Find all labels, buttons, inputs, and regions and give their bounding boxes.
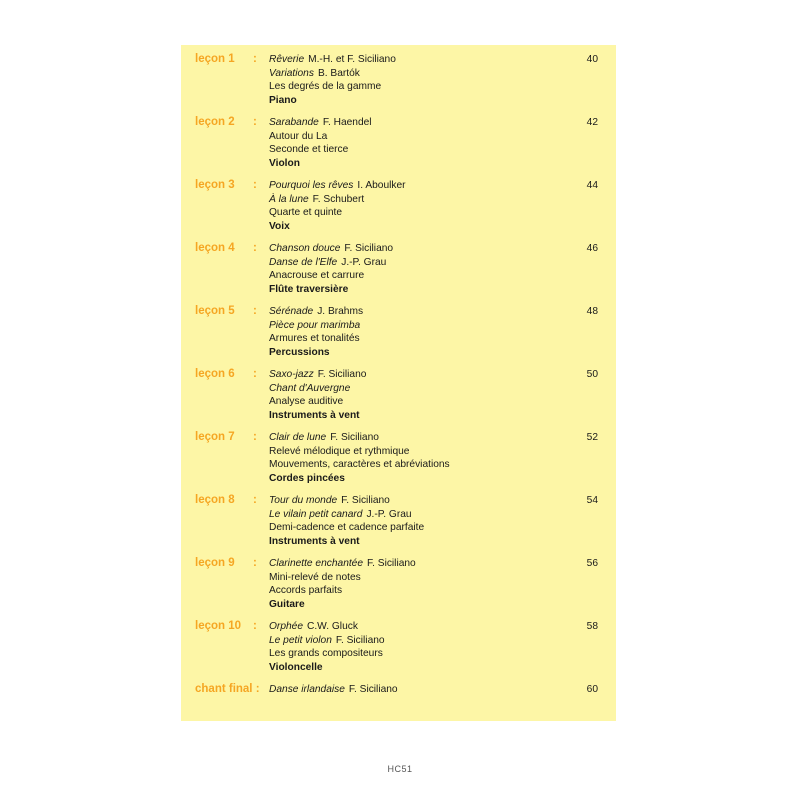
work-line bbox=[269, 494, 424, 508]
lesson-colon: : bbox=[253, 116, 257, 128]
lesson-colon: : bbox=[253, 431, 257, 443]
topic-line: Relevé mélodique et rythmique bbox=[269, 445, 410, 457]
work-line bbox=[269, 319, 363, 333]
instrument-name: Violon bbox=[269, 158, 300, 170]
work-title: Danse de l'Elfe bbox=[269, 256, 338, 268]
lesson-label: leçon 7 bbox=[195, 431, 235, 443]
work-title: Clarinette enchantée bbox=[269, 558, 364, 569]
work-line bbox=[269, 634, 385, 648]
page-number: 56 bbox=[586, 558, 598, 569]
work-title: Chant d'Auvergne bbox=[269, 382, 351, 394]
composer-name: F. Schubert bbox=[312, 193, 365, 205]
topic-line: Seconde et tierce bbox=[269, 144, 349, 156]
work-title: Rêverie bbox=[269, 54, 305, 65]
lesson-contents bbox=[269, 305, 363, 360]
work-line bbox=[269, 193, 406, 207]
lesson-label: leçon 10 bbox=[195, 620, 242, 632]
work-line bbox=[269, 620, 385, 634]
composer-name: J. Brahms bbox=[317, 306, 364, 317]
work-title: Tour du monde bbox=[269, 495, 338, 506]
work-line bbox=[269, 683, 398, 697]
page-number: 40 bbox=[586, 54, 598, 65]
page-number: 52 bbox=[586, 432, 598, 443]
topic-line: Armures et tonalités bbox=[269, 333, 360, 345]
topic-line: Autour du La bbox=[269, 130, 328, 142]
lesson-colon: : bbox=[253, 53, 257, 65]
page-number: 58 bbox=[586, 621, 598, 632]
instrument-name: Cordes pincées bbox=[269, 473, 345, 485]
composer-name: J.-P. Grau bbox=[341, 256, 387, 268]
work-title: Orphée bbox=[269, 621, 303, 632]
instrument-name: Voix bbox=[269, 221, 290, 233]
instrument-name: Piano bbox=[269, 95, 297, 107]
composer-name: M.-H. et F. Siciliano bbox=[308, 54, 396, 65]
work-title: À la lune bbox=[269, 193, 309, 205]
lesson-label: leçon 6 bbox=[195, 368, 235, 380]
instrument-name: Guitare bbox=[269, 599, 305, 611]
topic-line: Anacrouse et carrure bbox=[269, 270, 365, 282]
lesson-colon: : bbox=[253, 305, 257, 317]
work-title: Pourquoi les rêves bbox=[269, 180, 354, 191]
lesson-colon: : bbox=[253, 368, 257, 380]
work-line bbox=[269, 256, 393, 270]
topic-line: Mini-relevé de notes bbox=[269, 571, 361, 583]
instrument-name: Flûte traversière bbox=[269, 284, 349, 296]
page-number: 42 bbox=[586, 117, 598, 128]
work-title: Danse irlandaise bbox=[269, 684, 345, 695]
work-line bbox=[269, 53, 396, 67]
work-line bbox=[269, 305, 363, 319]
topic-line: Analyse auditive bbox=[269, 396, 344, 408]
lesson-colon: : bbox=[253, 620, 257, 632]
work-line bbox=[269, 508, 424, 522]
work-title: Le petit violon bbox=[269, 634, 332, 646]
composer-name: J.-P. Grau bbox=[366, 508, 412, 520]
lesson-colon: : bbox=[253, 242, 257, 254]
topic-line: Accords parfaits bbox=[269, 585, 343, 597]
work-title: Chanson douce bbox=[269, 243, 341, 254]
lesson-label: leçon 5 bbox=[195, 305, 235, 317]
work-title: Variations bbox=[269, 67, 314, 79]
instrument-name: Violoncelle bbox=[269, 662, 323, 674]
lesson-contents bbox=[269, 683, 398, 697]
composer-name: I. Aboulker bbox=[357, 180, 406, 191]
topic-line: Les degrés de la gamme bbox=[269, 81, 382, 93]
lesson-label: chant final : bbox=[195, 683, 260, 695]
work-title: Pièce pour marimba bbox=[269, 319, 361, 331]
topic-line: Mouvements, caractères et abréviations bbox=[269, 459, 450, 471]
instrument-name: Instruments à vent bbox=[269, 536, 360, 548]
work-title: Le vilain petit canard bbox=[269, 508, 363, 520]
work-line bbox=[269, 67, 396, 81]
table-of-contents bbox=[181, 45, 616, 721]
work-line bbox=[269, 242, 393, 256]
page-number: 48 bbox=[586, 306, 598, 317]
composer-name: F. Siciliano bbox=[330, 432, 379, 443]
page-number: 44 bbox=[586, 180, 598, 191]
topic-line: Demi-cadence et cadence parfaite bbox=[269, 522, 425, 534]
lesson-contents bbox=[269, 494, 424, 549]
lesson-contents bbox=[269, 620, 385, 675]
work-line bbox=[269, 431, 450, 445]
work-line bbox=[269, 557, 416, 571]
lesson-contents bbox=[269, 179, 406, 234]
work-line bbox=[269, 368, 366, 382]
lesson-contents bbox=[269, 53, 396, 108]
work-title: Sarabande bbox=[269, 117, 319, 128]
lesson-contents bbox=[269, 431, 450, 486]
lesson-label: leçon 3 bbox=[195, 179, 235, 191]
lesson-label: leçon 9 bbox=[195, 557, 235, 569]
work-title: Clair de lune bbox=[269, 432, 327, 443]
composer-name: F. Siciliano bbox=[344, 243, 394, 254]
composer-name: C.W. Gluck bbox=[306, 621, 358, 632]
lesson-label: leçon 1 bbox=[195, 53, 235, 65]
lesson-colon: : bbox=[253, 557, 257, 569]
work-title: Saxo-jazz bbox=[269, 369, 314, 380]
composer-name: F. Siciliano bbox=[348, 684, 398, 695]
work-title: Sérénade bbox=[269, 306, 314, 317]
page-number: 60 bbox=[586, 684, 598, 695]
work-line bbox=[269, 116, 372, 130]
composer-name: B. Bartók bbox=[317, 67, 360, 79]
lesson-contents bbox=[269, 557, 416, 612]
lesson-contents bbox=[269, 368, 366, 423]
composer-name: F. Siciliano bbox=[317, 369, 367, 380]
lesson-colon: : bbox=[253, 494, 257, 506]
work-line bbox=[269, 382, 366, 396]
page-number: 46 bbox=[586, 243, 598, 254]
composer-name: F. Haendel bbox=[322, 117, 372, 128]
work-line bbox=[269, 179, 406, 193]
composer-name: F. Siciliano bbox=[341, 495, 390, 506]
lesson-colon: : bbox=[253, 179, 257, 191]
lesson-contents bbox=[269, 116, 372, 171]
lesson-label: leçon 4 bbox=[195, 242, 235, 254]
page-number: 54 bbox=[586, 495, 598, 506]
topic-line: Les grands compositeurs bbox=[269, 648, 383, 660]
lesson-contents bbox=[269, 242, 393, 297]
instrument-name: Instruments à vent bbox=[269, 410, 360, 422]
topic-line: Quarte et quinte bbox=[269, 207, 343, 219]
page-number: 50 bbox=[586, 369, 598, 380]
composer-name: F. Siciliano bbox=[367, 558, 416, 569]
composer-name: F. Siciliano bbox=[335, 634, 385, 646]
lesson-label: leçon 8 bbox=[195, 494, 235, 506]
page-footer-code: HC51 bbox=[387, 764, 413, 774]
lesson-colon: : bbox=[252, 683, 260, 695]
lesson-label: leçon 2 bbox=[195, 116, 235, 128]
instrument-name: Percussions bbox=[269, 347, 330, 359]
